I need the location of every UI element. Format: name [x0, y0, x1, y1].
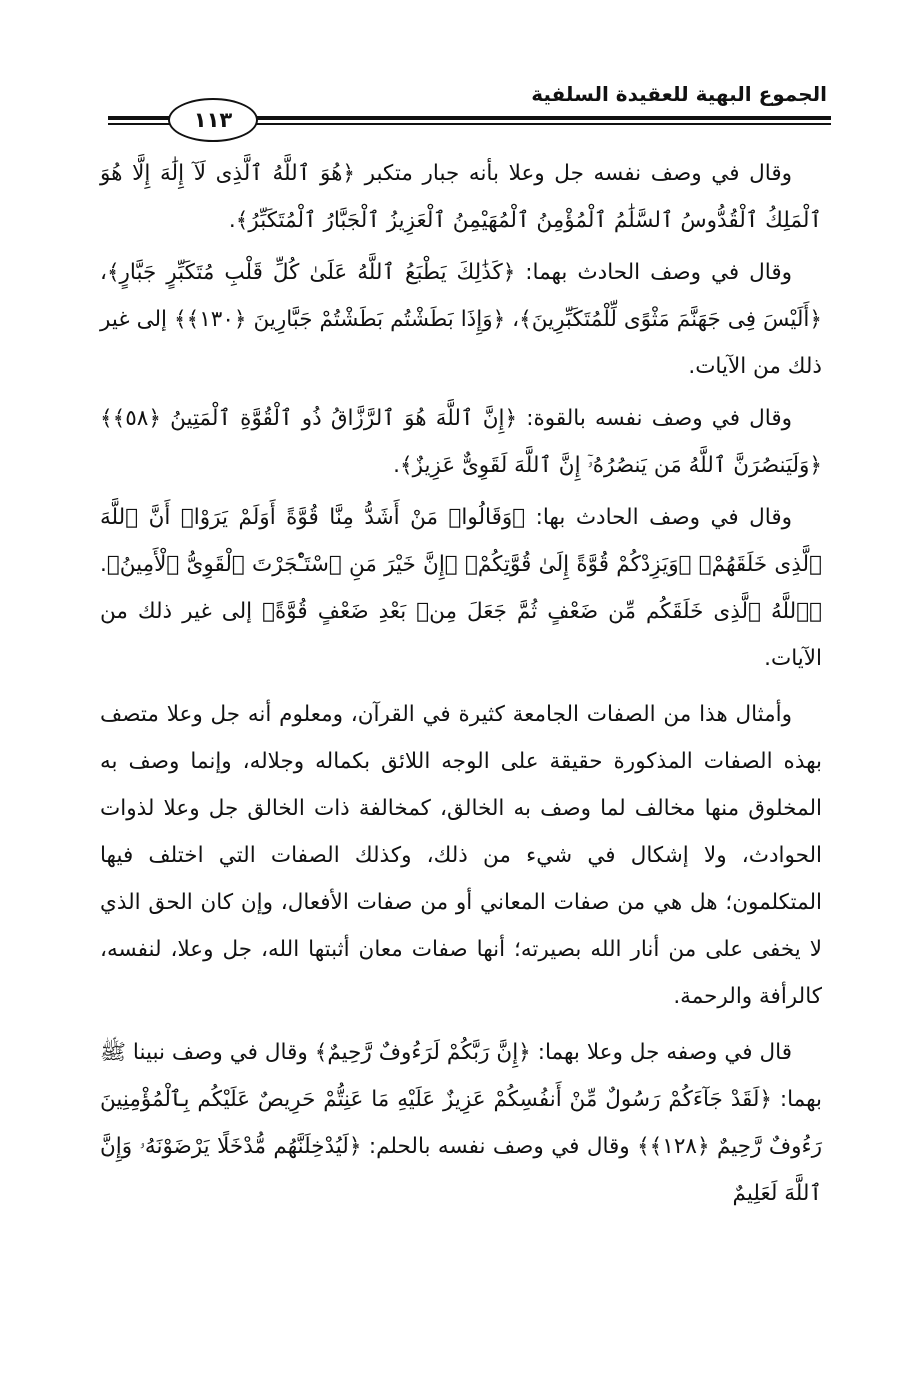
paragraph: وقال في وصف الحادث بها: ﴿وَقَالُوا۟ مَنْ أَشَدُّ مِنَّا قُوَّةً أَوَلَمْ يَرَوْا۟ أَنَّ ٱللَّهَ ٱلَّذِى خَلَقَهُمْ﴾ ﴿وَيَزِدْكُمْ قُوَّةً إِلَىٰ قُوَّتِكُمْ﴾ ﴿إِنَّ خَيْرَ مَنِ ٱسْتَـْٔجَرْتَ ٱلْقَوِىُّ ٱلْأَمِينُ﴾. ﴿ٱللَّهُ ٱلَّذِى خَلَقَكُم مِّن ضَعْفٍ ثُمَّ جَعَلَ مِنۢ بَعْدِ ضَعْفٍ قُوَّةً﴾ إلى غير ذلك من الآيات. [100, 505, 822, 671]
running-header-title: الجموع البهية للعقيدة السلفية [531, 82, 827, 106]
paragraph: وقال في وصف نفسه بالقوة: ﴿إِنَّ ٱللَّهَ هُوَ ٱلرَّزَّاقُ ذُو ٱلْقُوَّةِ ٱلْمَتِينُ ﴿٥٨﴾﴾ ﴿وَلَيَنصُرَنَّ ٱللَّهُ مَن يَنصُرُهُۥٓ إِنَّ ٱللَّهَ لَقَوِىٌّ عَزِيزٌ﴾. [100, 406, 822, 478]
paragraph: قال في وصفه جل وعلا بهما: ﴿إِنَّ رَبَّكُمْ لَرَءُوفٌ رَّحِيمٌ﴾ وقال في وصف نبينا ﷺ بهما: ﴿لَقَدْ جَآءَكُمْ رَسُولٌ مِّنْ أَنفُسِكُمْ عَزِيزٌ عَلَيْهِ مَا عَنِتُّمْ حَرِيصٌ عَلَيْكُم بِٱلْمُؤْمِنِينَ رَءُوفٌ رَّحِيمٌ ﴿١٢٨﴾﴾ وقال في وصف نفسه بالحلم: ﴿لَيُدْخِلَنَّهُم مُّدْخَلًا يَرْضَوْنَهُۥ وَإِنَّ ٱللَّهَ لَعَلِيمٌ [100, 1040, 823, 1206]
paragraph: وأمثال هذا من الصفات الجامعة كثيرة في القرآن، ومعلوم أنه جل وعلا متصف بهذه الصفات المذكورة حقيقة على الوجه اللائق بكماله وجلاله، وإنما وصف به المخلوق منها مخالف لما وصف به الخالق، كمخالفة ذات الخالق جل وعلا لذوات الحوادث، ولا إشكال في شيء من ذلك، وكذلك الصفات التي اختلف فيها المتكلمون؛ هل هي من صفات المعاني أو من صفات الأفعال، وإن كان الحق الذي لا يخفى على من أنار الله بصيرته؛ أنها صفات معان أثبتها الله، جل وعلا، لنفسه، كالرأفة والرحمة. [100, 702, 822, 1009]
main-text [100, 150, 822, 1226]
page-number: ١١٣ [193, 108, 233, 132]
page-number-badge [168, 98, 258, 142]
paragraph: وقال في وصف نفسه جل وعلا بأنه جبار متكبر ﴿هُوَ ٱللَّهُ ٱلَّذِى لَآ إِلَٰهَ إِلَّا هُوَ ٱلْمَلِكُ ٱلْقُدُّوسُ ٱلسَّلَٰمُ ٱلْمُؤْمِنُ ٱلْمُهَيْمِنُ ٱلْعَزِيزُ ٱلْجَبَّارُ ٱلْمُتَكَبِّرُ﴾. [100, 161, 822, 233]
paragraph: وقال في وصف الحادث بهما: ﴿كَذَٰلِكَ يَطْبَعُ ٱللَّهُ عَلَىٰ كُلِّ قَلْبِ مُتَكَبِّرٍ جَبَّارٍ﴾، ﴿أَلَيْسَ فِى جَهَنَّمَ مَثْوًى لِّلْمُتَكَبِّرِينَ﴾، ﴿وَإِذَا بَطَشْتُم بَطَشْتُمْ جَبَّارِينَ ﴿١٣٠﴾﴾ إلى غير ذلك من الآيات. [100, 260, 822, 379]
